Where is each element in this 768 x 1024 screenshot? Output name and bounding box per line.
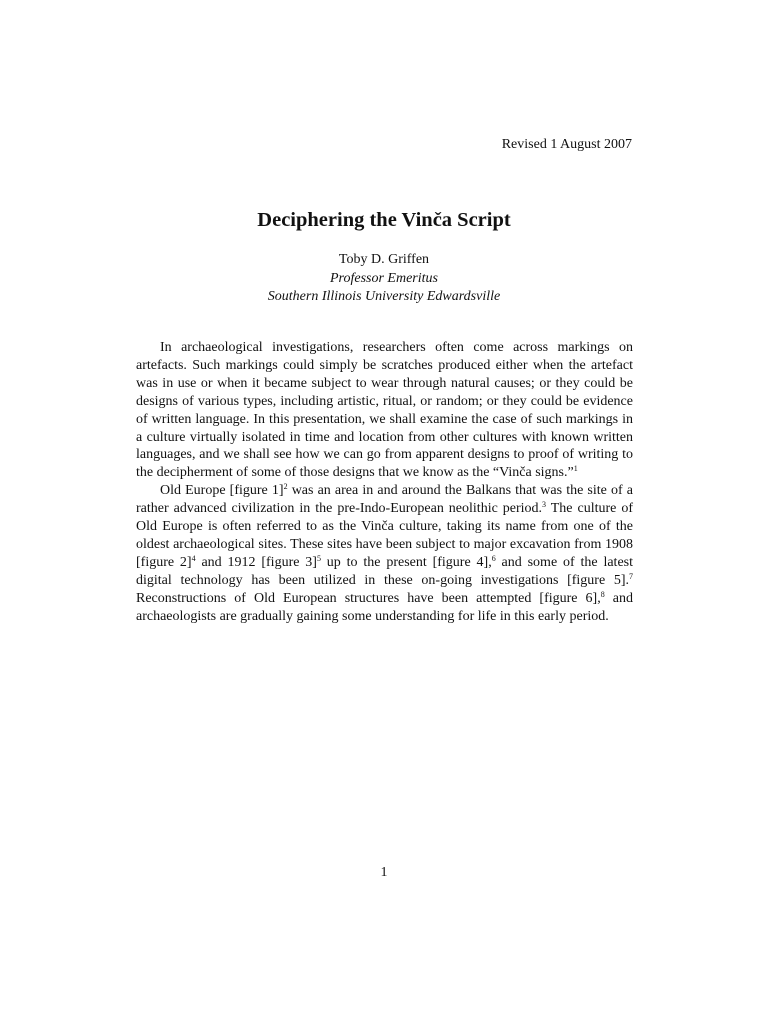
paragraph-text: and some of the latest digital technology has been utilized in these on-going investigations [figure 5].	[136, 554, 633, 588]
paragraph-2	[136, 482, 633, 625]
author-institution: Southern Illinois University Edwardsville	[267, 289, 501, 304]
paragraph-text: In archaeological investigations, researchers often come across markings on artefacts. Such markings could simply be scratches produced either when the artefact was in use or when it became subject to wear through natural causes; or they could be designs of various types, including artistic, ritual, or random; or they could be evidence of written language. In this presentation, we shall examine the case of such markings in a culture virtually isolated in time and location from other cultures with known written languages, and we shall see how we can go from apparent designs to proof of writing to the decipherment of some of those designs that we know as the “Vinča signs.”	[136, 340, 633, 481]
document-title: Deciphering the Vinča Script	[257, 209, 511, 231]
paragraph-1	[136, 339, 633, 482]
footnote-marker: 8	[600, 589, 605, 599]
footnote-marker: 3	[542, 500, 547, 510]
author-block	[0, 251, 768, 307]
page-number: 1	[380, 865, 388, 880]
paragraph-text: Reconstructions of Old European structures have been attempted [figure 6],	[136, 590, 601, 606]
paragraph-text: and archaeologists are gradually gaining some understanding for life in this early period.	[136, 590, 634, 624]
footnote-marker: 5	[316, 553, 321, 563]
footnote-marker: 6	[491, 553, 496, 563]
footnote-marker: 1	[573, 464, 578, 474]
paragraph-text: up to the present [figure 4],	[320, 554, 492, 570]
author-position: Professor Emeritus	[330, 270, 438, 286]
body-text	[136, 339, 633, 626]
paragraph-text: The culture of Old Europe is often referred to as the Vinča culture, taking its name from one of the oldest archaeological sites. These sites have been subject to major excavation from 1908 [figure 2]	[136, 501, 633, 570]
paragraph-text: Old Europe [figure 1]	[160, 483, 284, 499]
footnote-marker: 7	[629, 571, 633, 581]
paragraph-text: and 1912 [figure 3]	[195, 554, 317, 570]
author-name: Toby D. Griffen	[338, 252, 430, 267]
footnote-marker: 2	[283, 482, 288, 492]
paragraph-text: was an area in and around the Balkans that was the site of a rather advanced civilization in the pre-Indo-European neolithic period.	[136, 483, 633, 517]
footnote-marker: 4	[191, 553, 196, 563]
revision-date: Revised 1 August 2007	[501, 137, 632, 152]
